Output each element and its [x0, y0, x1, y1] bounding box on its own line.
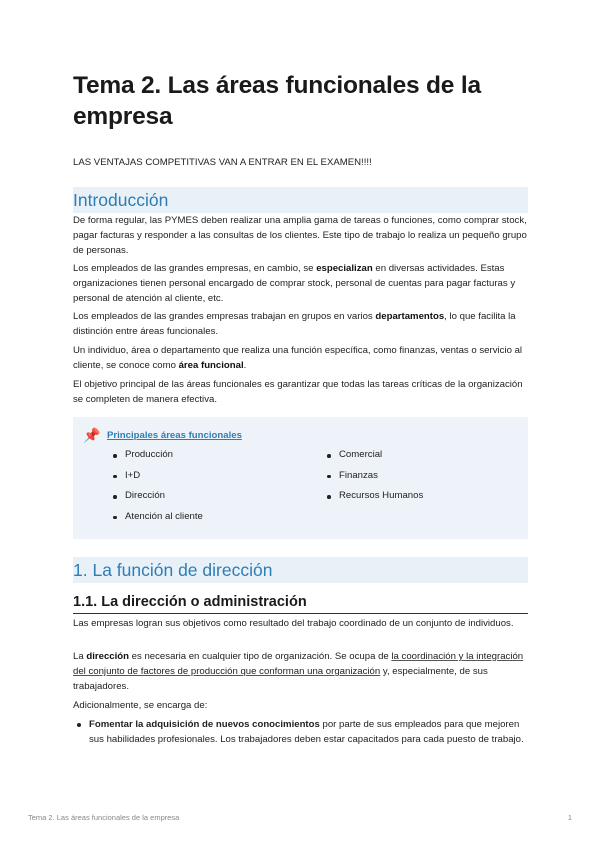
underlined-phrase: la coordinación y la integración del conjunto de factores de producción que conforman una organización [73, 651, 524, 677]
intro-paragraph-3: Los empleados de las grandes empresas trabajan en grupos en varios departamentos, lo que facilita la distinción entre áreas funcionales. [73, 311, 516, 337]
bold-term: dirección [86, 651, 129, 662]
bold-term: departamentos [375, 311, 445, 322]
footer-title: Tema 2. Las áreas funcionales de la empresa [28, 813, 180, 822]
intro-paragraph-5: El objetivo principal de las áreas funcionales es garantizar que todas las tareas críticas de la organización se completen de manera efectiva. [73, 379, 523, 405]
list-item: Dirección [111, 486, 203, 507]
list-item: Fomentar la adquisición de nuevos conocimientos por parte de sus empleados para que mejoren sus habilidades profesionales. Los trabajadores deben estar capacitados para cada puesto de trabajo. [73, 717, 528, 747]
subsection-heading: 1.1. La dirección o administración [73, 593, 528, 614]
page-title: Tema 2. Las áreas funcionales de la empresa [73, 72, 481, 130]
bold-term: Fomentar la adquisición de nuevos conocimientos [89, 719, 320, 730]
list-item: Atención al cliente [111, 507, 203, 528]
exam-note: LAS VENTAJAS COMPETITIVAS VAN A ENTRAR EN EL EXAMEN!!!! [73, 157, 372, 168]
list-item: Recursos Humanos [325, 486, 423, 507]
callout-box [73, 417, 528, 539]
callout-list-left [111, 445, 203, 527]
intro-paragraph-4: Un individuo, área o departamento que realiza una función específica, como finanzas, ventas o servicio al cliente, se conoce como área funcional. [73, 345, 523, 371]
section-1-paragraph-1: Las empresas logran sus objetivos como resultado del trabajo coordinado de un conjunto de individuos. [73, 618, 514, 629]
intro-heading: Introducción [73, 187, 528, 213]
list-item: Comercial [325, 445, 423, 466]
bold-term: especializan [316, 263, 373, 274]
list-item: I+D [111, 466, 203, 487]
section-1-paragraph-2: La dirección es necesaria en cualquier tipo de organización. Se ocupa de la coordinación y la integración del conjunto de factores de producción que conforman una organización y, especialmente, de sus trabajadores. [73, 651, 524, 692]
list-item: Producción [111, 445, 203, 466]
list-item: Finanzas [325, 466, 423, 487]
page-footer [28, 813, 572, 823]
intro-paragraph-1: De forma regular, las PYMES deben realizar una amplia gama de tareas o funciones, como comprar stock, pagar facturas y responder a las consultas de los clientes. Este tipo de trabajo lo realiza un pequeño grupo de personas. [73, 215, 527, 256]
bold-term: área funcional [178, 360, 244, 371]
callout-list-right [325, 445, 423, 507]
page-number: 1 [567, 813, 572, 822]
callout-title-link[interactable]: Principales áreas funcionales [107, 430, 242, 441]
pushpin-icon: 📌 [83, 427, 101, 443]
section-1-paragraph-3: Adicionalmente, se encarga de: [73, 700, 208, 711]
bullet-list [73, 717, 528, 747]
section-1-heading: 1. La función de dirección [73, 557, 528, 583]
intro-paragraph-2: Los empleados de las grandes empresas, en cambio, se especializan en diversas actividades. Estas organizaciones tienen personal encargado de comprar stock, personal de cuentas para pagar facturas y personal de atención al cliente, etc. [73, 263, 516, 304]
